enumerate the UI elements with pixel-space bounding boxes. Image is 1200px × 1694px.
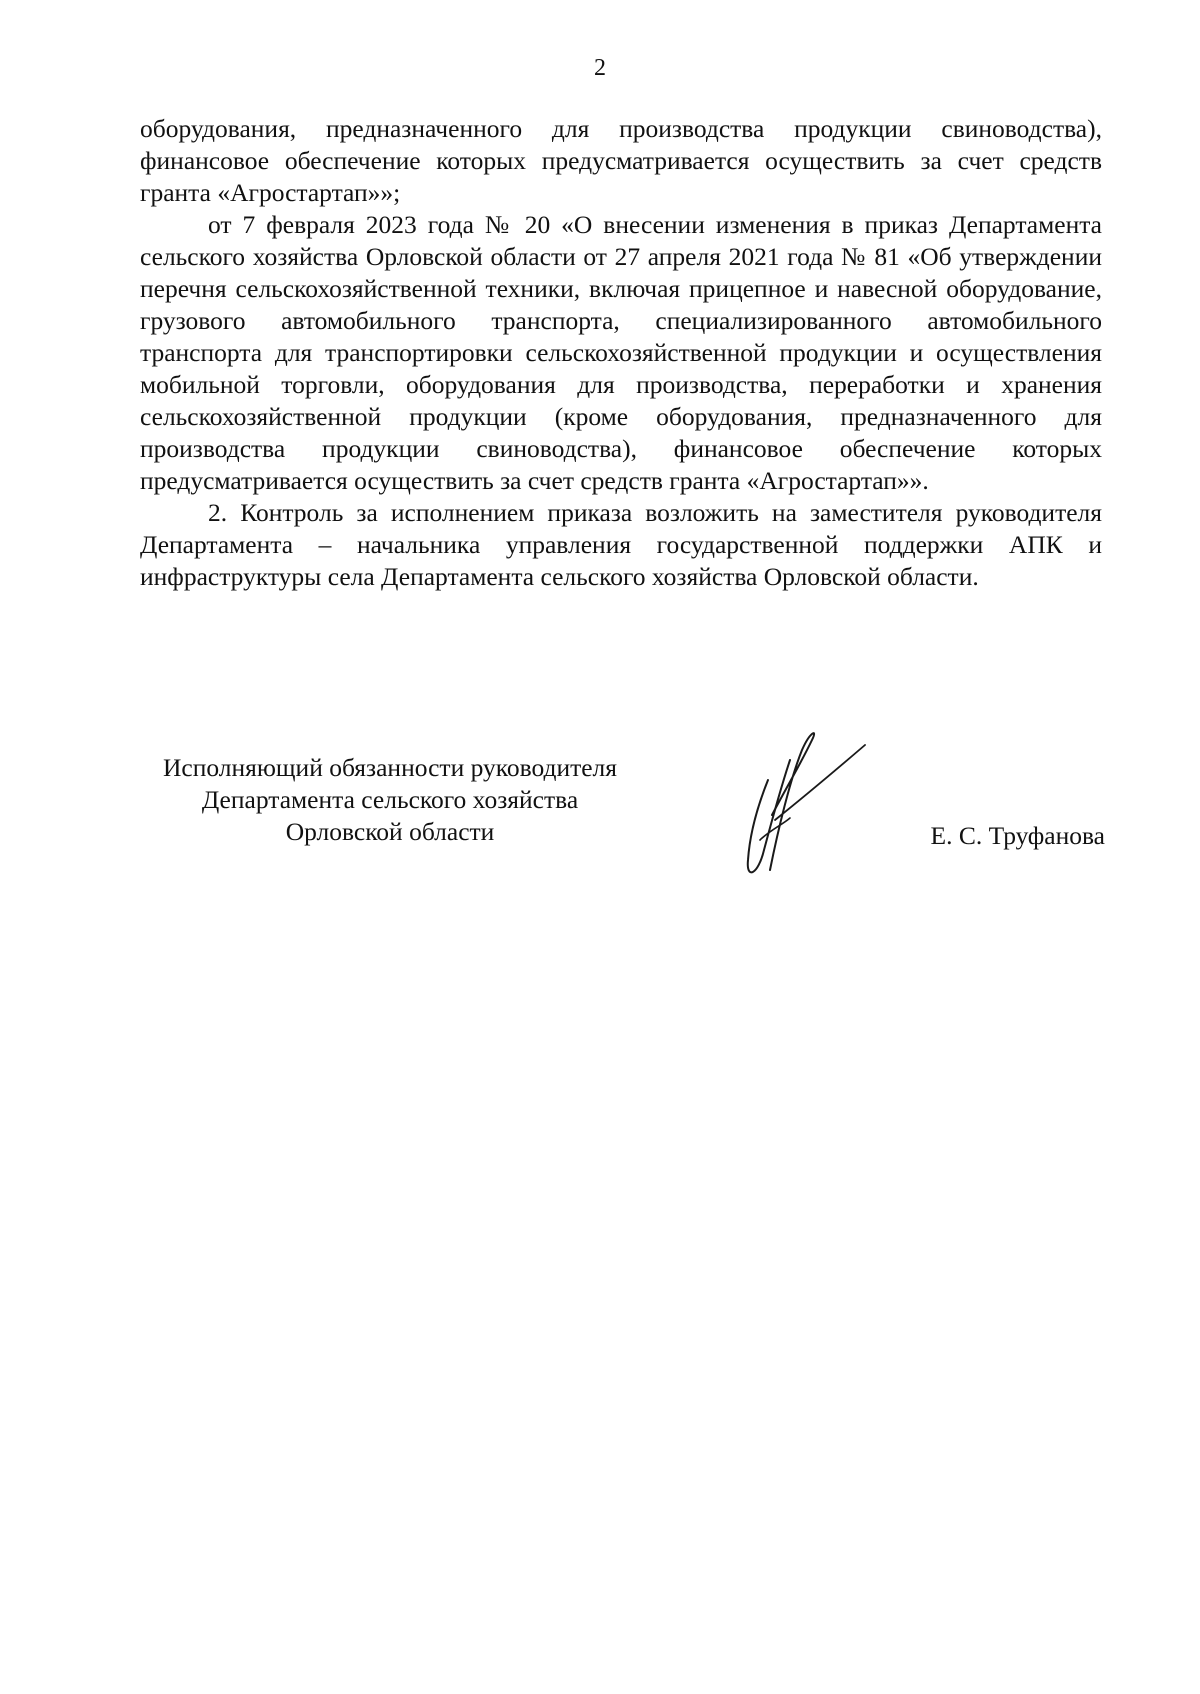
document-body: [140, 113, 1102, 593]
signatory-position-line: Орловской области: [285, 817, 495, 846]
signatory-position: [130, 752, 650, 848]
signatory-name: Е. С. Труфанова: [930, 821, 1105, 850]
signatory-position-line: Департамента сельского хозяйства: [201, 785, 579, 814]
paragraph-control-clause: 2. Контроль за исполнением приказа возложить на заместителя руководителя Департамента – начальника управления государственной поддержки АПК и инфраструктуры села Департамента сельского хозяйства Орловской области.: [140, 498, 1102, 591]
paragraph-continuation: оборудования, предназначенного для производства продукции свиноводства), финансовое обеспечение которых предусматривается осуществить за счет средств гранта «Агростартап»»;: [140, 114, 1102, 207]
handwritten-signature: [730, 720, 870, 890]
paragraph-order-reference: от 7 февраля 2023 года № 20 «О внесении изменения в приказ Департамента сельского хозяйства Орловской области от 27 апреля 2021 года № 81 «Об утверждении перечня сельскохозяйственной техники, включая прицепное и навесной оборудование, грузового автомобильного транспорта, специализированного автомобильного транспорта для транспортировки сельскохозяйственной продукции и осуществления мобильной торговли, оборудования для производства, переработки и хранения сельскохозяйственной продукции (кроме оборудования, предназначенного для производства продукции свиноводства), финансовое обеспечение которых предусматривается осуществить за счет средств гранта «Агростартап»».: [140, 210, 1102, 495]
page-number: 2: [594, 55, 606, 81]
signatory-position-line: Исполняющий обязанности руководителя: [162, 753, 618, 782]
